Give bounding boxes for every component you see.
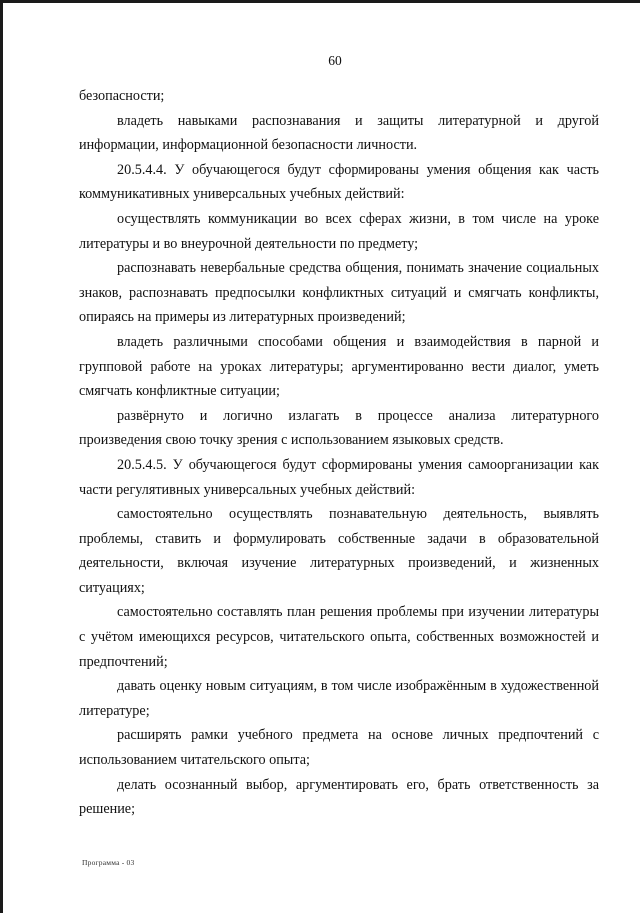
paragraph: безопасности; <box>79 88 165 104</box>
paragraph: развёрнуто и логично излагать в процессе анализа литературного произведения свою точку зрения с использованием языковых средств. <box>79 407 599 449</box>
paragraph: владеть различными способами общения и взаимодействия в парной и групповой работе на уроках литературы; аргументированно вести диалог, уметь смягчать конфликтные ситуации; <box>79 333 599 400</box>
paragraph: распознавать невербальные средства общения, понимать значение социальных знаков, распознавать предпосылки конфликтных ситуаций и смягчать конфликты, опираясь на примеры из литературных произведений; <box>79 260 599 326</box>
body-text <box>79 84 599 822</box>
footer-label: Программа - 03 <box>82 858 135 867</box>
paragraph: 20.5.4.4. У обучающегося будут сформированы умения общения как часть коммуникативных универсальных учебных действий: <box>79 161 599 203</box>
paragraph: осуществлять коммуникации во всех сферах жизни, в том числе на уроке литературы и во внеурочной деятельности по предмету; <box>79 210 599 252</box>
paragraph: самостоятельно составлять план решения проблемы при изучении литературы с учётом имеющихся ресурсов, читательского опыта, собственных возможностей и предпочтений; <box>79 604 599 670</box>
paragraph: самостоятельно осуществлять познавательную деятельность, выявлять проблемы, ставить и формулировать собственные задачи в образовательной деятельности, включая изучение литературных произведений, и жизненных ситуациях; <box>79 506 599 596</box>
paragraph: давать оценку новым ситуациям, в том числе изображённым в художественной литературе; <box>79 678 599 719</box>
paragraph: 20.5.4.5. У обучающегося будут сформированы умения самоорганизации как части регулятивных универсальных учебных действий: <box>79 456 599 498</box>
paragraph: расширять рамки учебного предмета на основе личных предпочтений с использованием читательского опыта; <box>79 727 599 769</box>
paragraph: владеть навыками распознавания и защиты литературной и другой информации, информационной безопасности личности. <box>79 112 599 154</box>
page-number: 60 <box>328 53 342 68</box>
paragraph: делать осознанный выбор, аргументировать его, брать ответственность за решение; <box>79 776 599 818</box>
scan-edge-top <box>0 0 640 3</box>
scan-edge-left <box>0 0 3 913</box>
